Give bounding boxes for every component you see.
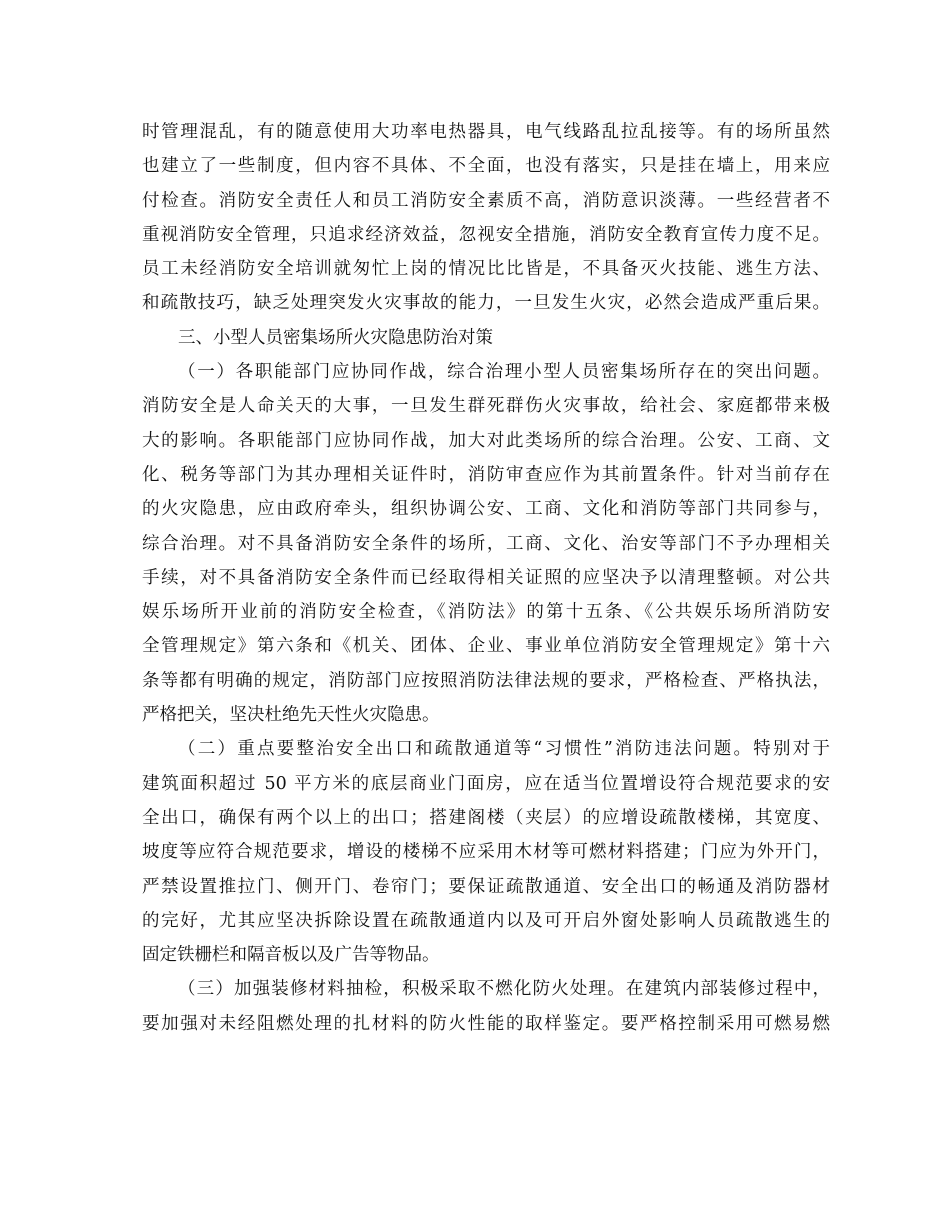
text-line: 也建立了一些制度，但内容不具体、不全面，也没有落实，只是挂在墙上，用来应	[142, 156, 830, 177]
text-line: 的火灾隐患，应由政府牵头，组织协调公安、工商、文化和消防等部门共同参与，	[142, 499, 830, 520]
text-line: 全出口，确保有两个以上的出口；搭建阁楼（夹层）的应增设疏散楼梯，其宽度、	[142, 807, 830, 828]
text-line: 化、税务等部门为其办理相关证件时，消防审查应作为其前置条件。针对当前存在	[142, 464, 830, 485]
text-line: 大的影响。各职能部门应协同作战，加大对此类场所的综合治理。公安、工商、文	[142, 430, 830, 451]
text-line: 手续，对不具备消防安全条件而已经取得相关证照的应坚决予以清理整顿。对公共	[142, 567, 830, 588]
text-line: 消防安全是人命关天的大事，一旦发生群死群伤火灾事故，给社会、家庭都带来极	[142, 396, 830, 417]
text-line: 严禁设置推拉门、侧开门、卷帘门；要保证疏散通道、安全出口的畅通及消防器材	[142, 876, 830, 897]
text-line: 和疏散技巧，缺乏处理突发火灾事故的能力，一旦发生火灾，必然会造成严重后果。	[142, 293, 830, 314]
text-line: 的完好，尤其应坚决拆除设置在疏散通道内以及可开启外窗处影响人员疏散逃生的	[142, 910, 830, 931]
section-heading: 三、小型人员密集场所火灾隐患防治对策	[178, 327, 493, 348]
text-line: 条等都有明确的规定，消防部门应按照消防法律法规的要求，严格检查、严格执法，	[142, 670, 830, 691]
text-line: 要加强对未经阻燃处理的扎材料的防火性能的取样鉴定。要严格控制采用可燃易燃	[142, 1013, 830, 1034]
text-line: 坡度等应符合规范要求，增设的楼梯不应采用木材等可燃材料搭建；门应为外开门，	[142, 842, 830, 863]
text-line: 员工未经消防安全培训就匆忙上岗的情况比比皆是，不具备灭火技能、逃生方法、	[142, 259, 830, 280]
body-text	[142, 115, 830, 1041]
text-line: 固定铁栅栏和隔音板以及广告等物品。	[142, 945, 440, 966]
text-line: 重视消防安全管理，只追求经济效益，忽视安全措施，消防安全教育宣传力度不足。	[142, 224, 830, 245]
text-line: 时管理混乱，有的随意使用大功率电热器具，电气线路乱拉乱接等。有的场所虽然	[142, 122, 830, 142]
text-line: 综合治理。对不具备消防安全条件的场所，工商、文化、治安等部门不予办理相关	[142, 533, 830, 554]
text-line: （一）各职能部门应协同作战，综合治理小型人员密集场所存在的突出问题。	[178, 362, 830, 383]
text-line: 建筑面积超过 50 平方米的底层商业门面房，应在适当位置增设符合规范要求的安	[142, 773, 830, 794]
text-line: （二）重点要整治安全出口和疏散通道等“习惯性”消防违法问题。特别对于	[178, 739, 830, 760]
text-line: 娱乐场所开业前的消防安全检查，《消防法》的第十五条、《公共娱乐场所消防安	[142, 602, 830, 623]
text-line: 严格把关，坚决杜绝先天性火灾隐患。	[142, 705, 440, 726]
text-line: 全管理规定》第六条和《机关、团体、企业、事业单位消防安全管理规定》第十六	[142, 636, 830, 657]
text-line: 付检查。消防安全责任人和员工消防安全素质不高，消防意识淡薄。一些经营者不	[142, 190, 830, 211]
text-line: （三）加强装修材料抽检，积极采取不燃化防火处理。在建筑内部装修过程中，	[178, 979, 830, 1000]
